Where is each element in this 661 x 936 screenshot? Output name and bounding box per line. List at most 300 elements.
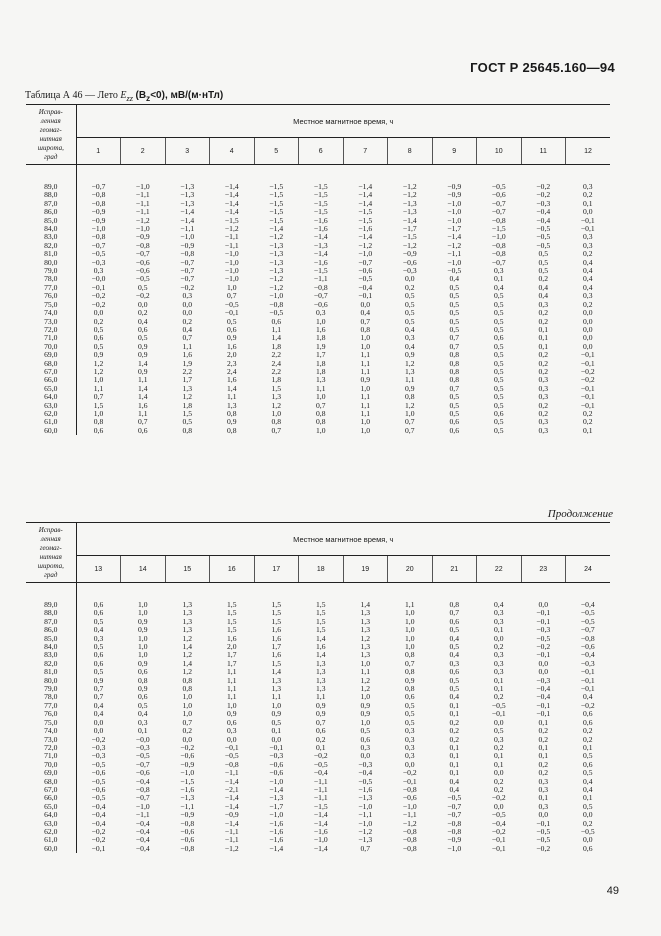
- value-cell: −0,5: [536, 835, 551, 845]
- value-cell: 1,1: [405, 600, 415, 609]
- value-cell: −1,2: [224, 224, 239, 234]
- value-cell: 0,6: [93, 333, 104, 343]
- value-cell: 0,6: [93, 658, 104, 668]
- value-cell: −0,3: [91, 751, 106, 761]
- latitude-cell: 61,0: [26, 836, 76, 844]
- value-cell: −0,5: [91, 759, 106, 769]
- value-cell: 0,2: [316, 734, 326, 744]
- value-cell: 1,0: [182, 692, 192, 702]
- value-cell: −0,4: [536, 215, 551, 225]
- value-cell: 1,5: [271, 658, 281, 668]
- value-cell: −0,3: [536, 198, 551, 208]
- value-cell: 0,2: [538, 734, 548, 744]
- value-cell: −1,4: [269, 843, 284, 853]
- value-cell: −1,4: [358, 190, 373, 200]
- value-cell: 0,3: [494, 734, 504, 744]
- value-cell: 0,0: [583, 308, 593, 318]
- value-cell: 0,2: [138, 308, 148, 318]
- latitude-cell: 78,0: [26, 693, 76, 701]
- value-cell: −1,5: [313, 182, 328, 191]
- value-cell: 1,5: [271, 616, 281, 626]
- value-cell: 1,0: [360, 383, 370, 393]
- value-cell: 0,0: [538, 658, 548, 668]
- value-cell: −1,5: [269, 182, 284, 191]
- value-cell: 0,7: [227, 291, 237, 301]
- value-cell: 0,6: [494, 408, 504, 418]
- value-cell: 1,2: [360, 684, 370, 694]
- value-cell: 0,9: [227, 709, 237, 719]
- value-cell: 0,7: [449, 608, 459, 618]
- value-cell: 1,0: [227, 282, 237, 292]
- value-cell: 0,3: [182, 291, 192, 301]
- latitude-header-line: нитная: [39, 552, 62, 561]
- value-cell: 0,2: [449, 717, 459, 727]
- value-cell: −0,8: [580, 633, 595, 643]
- value-cell: 1,6: [182, 350, 192, 360]
- hour-column-header: 4: [210, 138, 255, 165]
- latitude-header-line: град: [44, 570, 58, 579]
- value-cell: 0,3: [538, 784, 548, 794]
- value-cell: −1,4: [224, 801, 239, 811]
- hour-column-header: 18: [299, 556, 344, 583]
- latitude-cell: 89,0: [26, 601, 76, 609]
- value-cell: 0,2: [583, 818, 593, 828]
- value-cell: 0,3: [538, 425, 548, 435]
- value-cell: −0,1: [580, 684, 595, 694]
- value-cell: 0,8: [271, 417, 281, 427]
- value-cell: 1,8: [316, 333, 326, 343]
- value-cell: −1,5: [224, 215, 239, 225]
- value-cell: 1,0: [138, 600, 148, 609]
- value-cell: 2,4: [227, 366, 237, 376]
- value-cell: 0,5: [494, 350, 504, 360]
- value-cell: 1,0: [271, 408, 281, 418]
- value-cell: 1,0: [405, 608, 415, 618]
- value-cell: −0,1: [402, 776, 417, 786]
- value-cell: −1,6: [313, 257, 328, 267]
- value-cell: −0,6: [313, 299, 328, 309]
- value-cell: 1,5: [93, 400, 104, 410]
- table-part-1: [26, 104, 610, 435]
- value-cell: −0,2: [180, 282, 195, 292]
- value-cell: 0,4: [405, 324, 415, 334]
- value-cell: 0,3: [538, 375, 548, 385]
- value-cell: 1,1: [360, 667, 370, 677]
- value-cell: 1,0: [182, 700, 192, 710]
- latitude-cell: 65,0: [26, 385, 76, 393]
- value-cell: 1,5: [271, 383, 281, 393]
- value-cell: −0,4: [536, 692, 551, 702]
- value-cell: 0,7: [93, 684, 104, 694]
- value-cell: −0,1: [536, 616, 551, 626]
- value-cell: −0,1: [491, 843, 506, 853]
- value-cell: −0,1: [269, 742, 284, 752]
- value-cell: −1,3: [402, 198, 417, 208]
- value-cell: 0,4: [93, 625, 104, 635]
- value-cell: −0,7: [135, 759, 150, 769]
- value-cell: 0,5: [449, 625, 459, 635]
- value-cell: 0,5: [494, 400, 504, 410]
- value-cell: 0,4: [538, 282, 548, 292]
- value-cell: −1,3: [269, 249, 284, 259]
- value-cell: −0,5: [491, 810, 506, 820]
- value-cell: 1,2: [182, 633, 192, 643]
- value-cell: −0,4: [536, 207, 551, 217]
- value-cell: 1,1: [227, 667, 237, 677]
- value-cell: 1,1: [227, 684, 237, 694]
- value-cell: −0,7: [135, 793, 150, 803]
- value-cell: −0,2: [180, 742, 195, 752]
- value-cell: 0,6: [227, 717, 237, 727]
- value-cell: 0,2: [583, 408, 593, 418]
- value-cell: −0,1: [224, 742, 239, 752]
- value-cell: 1,0: [138, 608, 148, 618]
- latitude-cell: 81,0: [26, 668, 76, 676]
- value-cell: −0,2: [91, 835, 106, 845]
- latitude-cell: 62,0: [26, 410, 76, 418]
- value-cell: −0,6: [402, 257, 417, 267]
- value-cell: 1,6: [227, 375, 237, 385]
- latitude-cell: 78,0: [26, 275, 76, 283]
- value-cell: −1,4: [313, 232, 328, 242]
- value-cell: 0,9: [360, 700, 370, 710]
- value-cell: −0,5: [580, 616, 595, 626]
- value-cell: 0,9: [227, 417, 237, 427]
- value-cell: 0,4: [138, 316, 148, 326]
- value-cell: 0,5: [405, 717, 415, 727]
- value-cell: −0,1: [580, 400, 595, 410]
- value-cell: 0,9: [138, 366, 148, 376]
- value-cell: −0,1: [358, 291, 373, 301]
- value-cell: 0,9: [360, 375, 370, 385]
- value-cell: −0,7: [313, 291, 328, 301]
- value-cell: −0,4: [91, 801, 106, 811]
- value-cell: −0,2: [536, 642, 551, 652]
- value-cell: 0,8: [360, 324, 370, 334]
- value-cell: 0,1: [449, 742, 459, 752]
- table-part-2: [26, 522, 610, 853]
- value-cell: −0,6: [580, 642, 595, 652]
- value-cell: −1,6: [313, 826, 328, 836]
- value-cell: −1,4: [313, 249, 328, 259]
- latitude-cell: 80,0: [26, 259, 76, 267]
- value-cell: 0,9: [316, 700, 326, 710]
- latitude-header-line: ленная: [40, 116, 61, 125]
- value-cell: 1,3: [182, 600, 192, 609]
- value-cell: −0,8: [180, 818, 195, 828]
- value-cell: −0,3: [536, 675, 551, 685]
- value-cell: 1,0: [360, 333, 370, 343]
- value-cell: 0,1: [538, 341, 548, 351]
- value-cell: 1,4: [227, 383, 237, 393]
- value-cell: 0,2: [93, 316, 104, 326]
- value-cell: −0,2: [491, 793, 506, 803]
- value-cell: −1,1: [313, 793, 328, 803]
- value-cell: 0,6: [138, 667, 148, 677]
- value-cell: −1,4: [224, 190, 239, 200]
- caption-var: E: [120, 90, 127, 101]
- value-cell: −1,4: [224, 198, 239, 208]
- value-cell: 1,3: [316, 675, 326, 685]
- latitude-cell: 64,0: [26, 393, 76, 401]
- hour-column-header: 16: [210, 556, 255, 583]
- value-cell: 1,0: [93, 375, 104, 385]
- hour-column-header: 8: [388, 138, 433, 165]
- value-cell: 2,2: [271, 366, 281, 376]
- value-cell: 0,0: [138, 299, 148, 309]
- latitude-cell: 76,0: [26, 292, 76, 300]
- value-cell: −0,2: [580, 700, 595, 710]
- value-cell: −1,3: [269, 266, 284, 276]
- value-cell: 1,1: [316, 692, 326, 702]
- value-cell: 0,5: [405, 316, 415, 326]
- value-cell: 0,4: [583, 274, 593, 284]
- value-cell: 0,3: [449, 658, 459, 668]
- latitude-cell: 87,0: [26, 618, 76, 626]
- value-cell: 0,9: [405, 675, 415, 685]
- value-cell: 0,7: [360, 843, 370, 853]
- value-cell: 0,3: [405, 333, 415, 343]
- value-cell: 1,7: [227, 650, 237, 660]
- value-cell: 0,0: [583, 333, 593, 343]
- value-cell: 1,0: [360, 717, 370, 727]
- caption-cond-sub: z: [146, 93, 151, 103]
- latitude-cell: 83,0: [26, 233, 76, 241]
- latitude-cell: 66,0: [26, 794, 76, 802]
- value-cell: −0,1: [580, 215, 595, 225]
- value-cell: 0,1: [583, 198, 593, 208]
- value-cell: 0,4: [494, 600, 504, 609]
- latitude-header-line: геомаг-: [39, 125, 62, 134]
- value-cell: −1,6: [358, 784, 373, 794]
- value-cell: 1,1: [360, 392, 370, 402]
- value-cell: 0,5: [405, 308, 415, 318]
- value-cell: 2,0: [227, 642, 237, 652]
- latitude-cell: 60,0: [26, 845, 76, 853]
- value-cell: −1,0: [447, 215, 462, 225]
- value-cell: 0,1: [449, 768, 459, 778]
- value-cell: −1,4: [180, 207, 195, 217]
- hour-column-header: 3: [165, 138, 210, 165]
- value-cell: 0,3: [360, 742, 370, 752]
- value-cell: 0,2: [538, 350, 548, 360]
- value-cell: 0,2: [583, 249, 593, 259]
- value-cell: 1,8: [182, 400, 192, 410]
- value-cell: −1,2: [402, 240, 417, 250]
- latitude-cell: 64,0: [26, 811, 76, 819]
- value-cell: 0,7: [182, 333, 192, 343]
- value-cell: 0,6: [93, 425, 104, 435]
- value-cell: 0,2: [538, 759, 548, 769]
- value-cell: −1,1: [180, 801, 195, 811]
- value-cell: −0,8: [91, 232, 106, 242]
- mlt-header: Местное магнитное время, ч: [76, 105, 610, 138]
- value-cell: −1,1: [180, 224, 195, 234]
- value-cell: 0,6: [360, 734, 370, 744]
- value-cell: 1,5: [316, 600, 326, 609]
- value-cell: −1,4: [269, 784, 284, 794]
- value-cell: −0,3: [91, 257, 106, 267]
- value-cell: 0,5: [449, 675, 459, 685]
- value-cell: −1,2: [135, 215, 150, 225]
- value-cell: −1,5: [269, 215, 284, 225]
- value-cell: 0,1: [538, 793, 548, 803]
- value-cell: 0,9: [360, 709, 370, 719]
- value-cell: −1,4: [313, 818, 328, 828]
- value-cell: −0,2: [91, 826, 106, 836]
- value-cell: 0,4: [583, 776, 593, 786]
- value-cell: 0,3: [405, 751, 415, 761]
- value-cell: 0,5: [494, 726, 504, 736]
- value-cell: −0,2: [491, 826, 506, 836]
- value-cell: 0,3: [538, 392, 548, 402]
- value-cell: −0,4: [580, 650, 595, 660]
- latitude-cell: 65,0: [26, 803, 76, 811]
- value-cell: 0,3: [138, 717, 148, 727]
- value-cell: −0,6: [135, 266, 150, 276]
- value-cell: 1,8: [271, 375, 281, 385]
- value-cell: 1,5: [316, 625, 326, 635]
- value-cell: 1,1: [360, 408, 370, 418]
- value-cell: −0,2: [91, 299, 106, 309]
- value-cell: 0,6: [449, 616, 459, 626]
- latitude-cell: 87,0: [26, 200, 76, 208]
- value-cell: −1,0: [224, 266, 239, 276]
- value-cell: 1,5: [271, 600, 281, 609]
- latitude-cell: 67,0: [26, 786, 76, 794]
- value-cell: −0,4: [536, 684, 551, 694]
- value-cell: −0,8: [491, 215, 506, 225]
- value-cell: 0,4: [583, 282, 593, 292]
- spacer: [26, 583, 76, 602]
- value-cell: 0,5: [494, 341, 504, 351]
- value-cell: 0,2: [538, 400, 548, 410]
- hour-column-header: 11: [521, 138, 566, 165]
- latitude-cell: 83,0: [26, 651, 76, 659]
- value-cell: 0,5: [405, 299, 415, 309]
- value-cell: 0,7: [360, 316, 370, 326]
- latitude-header-line: широта,: [37, 143, 64, 152]
- latitude-cell: 77,0: [26, 702, 76, 710]
- value-cell: 0,5: [93, 642, 104, 652]
- value-cell: 0,0: [538, 667, 548, 677]
- value-cell: 0,6: [316, 726, 326, 736]
- value-cell: −1,5: [313, 266, 328, 276]
- latitude-header-line: широта,: [37, 561, 64, 570]
- value-cell: 0,5: [583, 768, 593, 778]
- value-cell: −1,6: [313, 224, 328, 234]
- value-cell: 1,0: [360, 341, 370, 351]
- spacer: [76, 165, 610, 184]
- value-cell: −0,3: [135, 742, 150, 752]
- value-cell: −1,0: [269, 776, 284, 786]
- value-cell: 1,0: [138, 650, 148, 660]
- value-cell: −0,6: [91, 784, 106, 794]
- value-cell: −1,0: [313, 835, 328, 845]
- latitude-cell: 79,0: [26, 267, 76, 275]
- value-cell: −1,4: [358, 198, 373, 208]
- value-cell: 0,2: [405, 282, 415, 292]
- value-cell: −1,1: [224, 835, 239, 845]
- value-cell: 0,9: [138, 341, 148, 351]
- value-cell: 0,5: [538, 266, 548, 276]
- value-cell: 0,9: [227, 333, 237, 343]
- value-cell: 1,0: [405, 625, 415, 635]
- value-cell: 0,1: [583, 742, 593, 752]
- value-cell: −1,5: [269, 198, 284, 208]
- value-cell: −0,5: [313, 759, 328, 769]
- value-cell: −0,8: [447, 826, 462, 836]
- value-cell: −0,5: [536, 240, 551, 250]
- value-cell: 0,5: [449, 392, 459, 402]
- value-cell: −1,2: [447, 240, 462, 250]
- hour-column-header: 22: [477, 556, 522, 583]
- value-cell: −0,5: [580, 608, 595, 618]
- value-cell: −0,7: [180, 257, 195, 267]
- value-cell: −1,0: [402, 801, 417, 811]
- value-cell: −1,3: [402, 207, 417, 217]
- latitude-cell: 88,0: [26, 191, 76, 199]
- value-cell: 0,4: [583, 257, 593, 267]
- value-cell: 1,0: [316, 392, 326, 402]
- value-cell: 1,4: [182, 658, 192, 668]
- value-cell: 0,2: [182, 316, 192, 326]
- latitude-cell: 66,0: [26, 376, 76, 384]
- value-cell: 1,0: [271, 700, 281, 710]
- value-cell: −1,3: [269, 257, 284, 267]
- value-cell: 1,2: [360, 633, 370, 643]
- value-cell: 0,5: [494, 375, 504, 385]
- value-cell: −1,5: [491, 224, 506, 234]
- value-cell: 1,1: [227, 692, 237, 702]
- value-cell: 1,4: [360, 600, 370, 609]
- value-cell: 0,8: [93, 417, 104, 427]
- value-cell: −1,2: [358, 240, 373, 250]
- value-cell: −1,4: [224, 207, 239, 217]
- value-cell: 0,7: [316, 400, 326, 410]
- value-cell: 1,6: [271, 650, 281, 660]
- value-cell: 0,4: [405, 341, 415, 351]
- value-cell: −1,0: [269, 810, 284, 820]
- value-cell: −0,6: [91, 768, 106, 778]
- value-cell: 0,7: [449, 383, 459, 393]
- value-cell: −1,6: [269, 818, 284, 828]
- value-cell: 0,7: [449, 333, 459, 343]
- value-cell: 0,6: [227, 324, 237, 334]
- value-cell: 0,0: [182, 308, 192, 318]
- hour-column-header: 20: [388, 556, 433, 583]
- value-cell: 0,1: [316, 742, 326, 752]
- value-cell: 0,0: [182, 734, 192, 744]
- value-cell: 0,2: [182, 726, 192, 736]
- value-cell: 1,6: [316, 324, 326, 334]
- latitude-cell: 61,0: [26, 418, 76, 426]
- value-cell: 1,1: [138, 375, 148, 385]
- value-cell: 1,1: [360, 366, 370, 376]
- value-cell: 1,2: [182, 392, 192, 402]
- value-cell: 0,8: [227, 408, 237, 418]
- value-cell: 0,2: [449, 726, 459, 736]
- value-cell: 0,2: [494, 784, 504, 794]
- latitude-cell: 62,0: [26, 828, 76, 836]
- value-cell: 0,4: [449, 776, 459, 786]
- value-cell: 1,0: [138, 633, 148, 643]
- latitude-cell: 69,0: [26, 351, 76, 359]
- value-cell: 0,7: [405, 417, 415, 427]
- value-cell: 1,2: [93, 366, 104, 376]
- value-cell: 0,2: [538, 726, 548, 736]
- value-cell: 1,1: [360, 350, 370, 360]
